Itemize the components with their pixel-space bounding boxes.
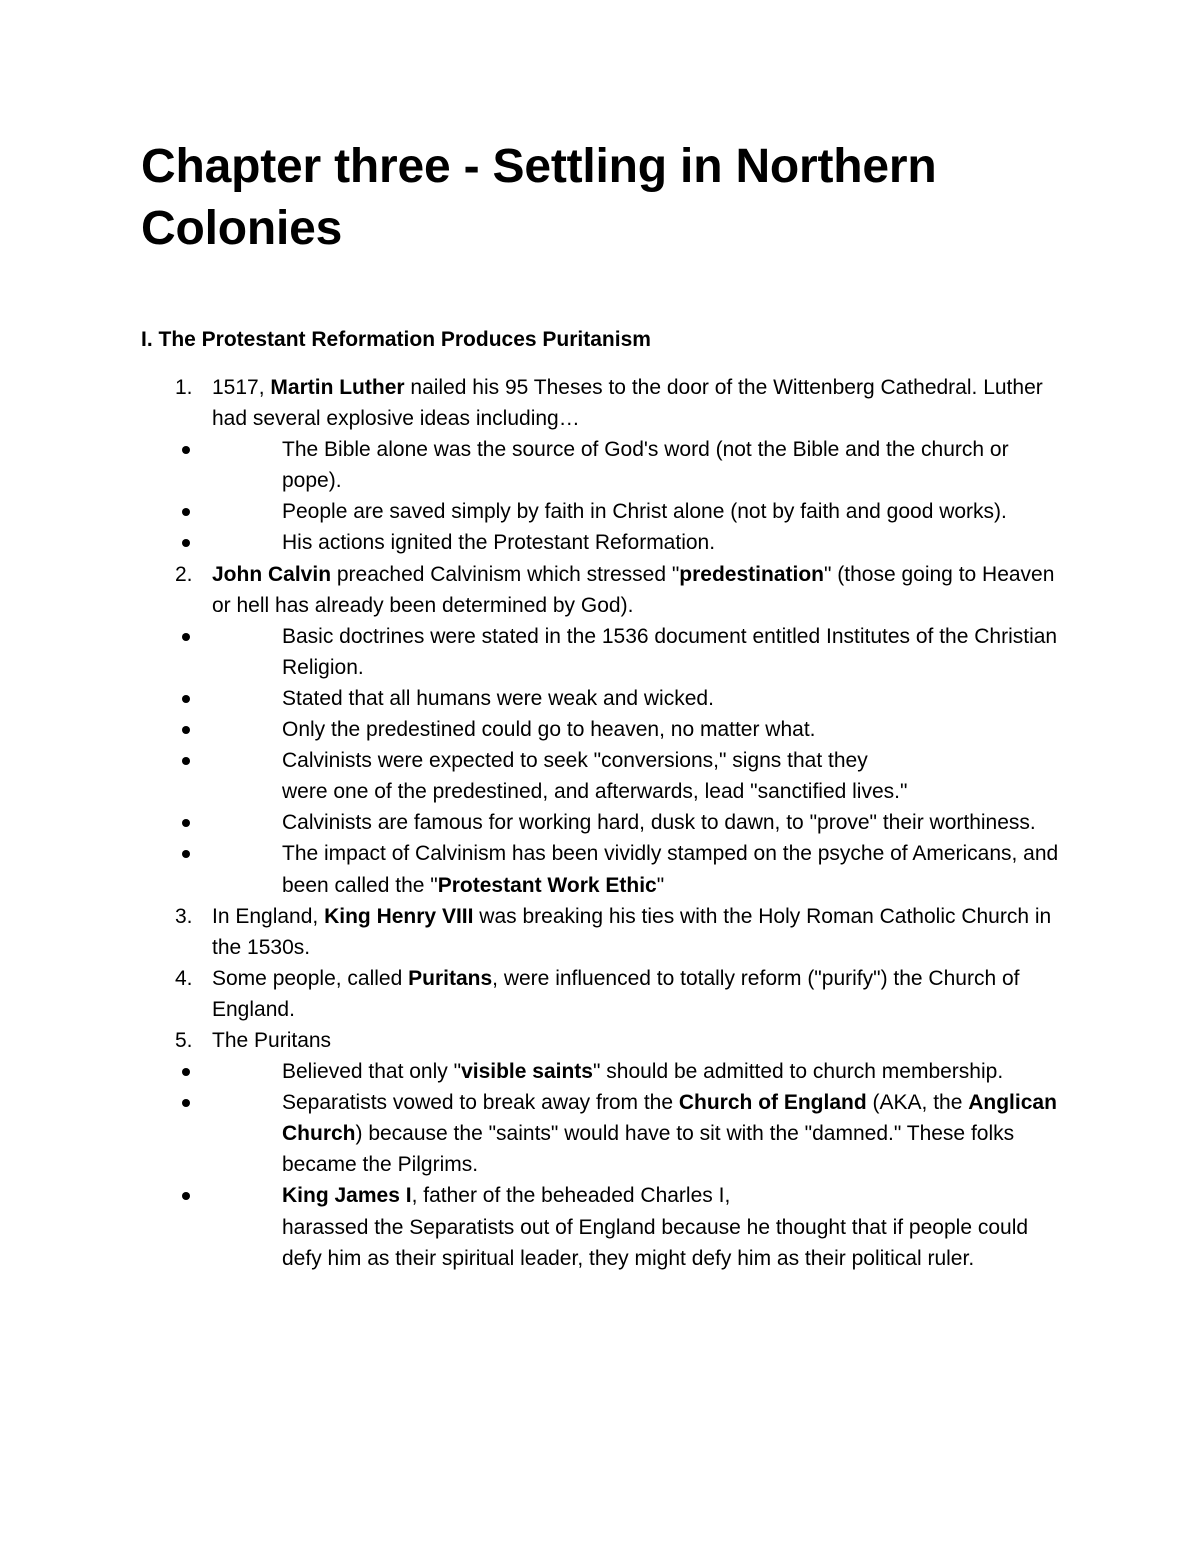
bullet-item (142, 1087, 1061, 1180)
bullet-item (142, 714, 1061, 745)
bullet-text-multi (282, 1087, 1061, 1180)
bullet-text: Believed that only " (282, 1060, 462, 1084)
bullet-list (212, 434, 1061, 558)
bullet-text-multi (282, 1056, 1061, 1087)
list-item (141, 372, 1061, 559)
item-text: The Puritans (212, 1028, 332, 1052)
list-number: 5. (175, 1028, 193, 1052)
bullet-icon (182, 695, 190, 703)
bullet-text: Calvinists are famous for working hard, dusk to dawn, to "prove" their worthiness. (282, 811, 1036, 835)
item-text: , were influenced to totally reform ("purify") the Church of England. (212, 966, 1020, 1021)
bullet-line: harassed the Separatists out of England because he thought that if people could defy him as their spiritual leader, they might defy him as their political ruler. (282, 1215, 1029, 1270)
bullet-text-multi (282, 745, 1061, 807)
bullet-text: " should be admitted to church membership. (592, 1060, 1004, 1084)
document-page (141, 136, 1061, 1274)
bullet-icon (182, 539, 190, 547)
bullet-icon (182, 850, 190, 858)
item-text: " (those going to Heaven or hell has already been determined by God). (212, 562, 1055, 617)
bullet-text: " (656, 873, 665, 897)
bullet-line: were one of the predestined, and afterwards, lead "sanctified lives." (282, 780, 908, 804)
bullet-text: His actions ignited the Protestant Reformation. (282, 531, 716, 555)
bullet-text: People are saved simply by faith in Christ alone (not by faith and good works). (282, 500, 1007, 524)
item-text: 1517, (212, 376, 271, 399)
list-number: 2. (175, 562, 193, 586)
bullet-list (212, 1056, 1061, 1274)
bullet-text: Stated that all humans were weak and wicked. (282, 686, 714, 710)
bullet-item (142, 683, 1061, 714)
section-heading: I. The Protestant Reformation Produces Puritanism (141, 328, 651, 351)
item-text: In England, (212, 904, 325, 928)
item-text: Some people, called (212, 966, 409, 990)
bullet-bold: King James I (282, 1184, 412, 1208)
bullet-item (142, 838, 1061, 900)
bullet-text: , father of the beheaded Charles I, (411, 1184, 731, 1208)
bullet-item (142, 496, 1061, 527)
bullet-line: Calvinists were expected to seek "conversions," signs that they (282, 749, 868, 773)
bullet-icon (182, 819, 190, 827)
item-bold: Martin Luther (270, 376, 405, 399)
bullet-icon (182, 633, 190, 641)
bullet-text: Separatists vowed to break away from the (282, 1091, 679, 1115)
bullet-icon (182, 1099, 190, 1107)
item-text: nailed his 95 Theses to the door of the Wittenberg Cathedral. Luther had several explosive ideas including… (212, 376, 1043, 431)
bullet-text: Only the predestined could go to heaven, no matter what. (282, 718, 816, 742)
bullet-icon (182, 446, 190, 454)
list-number: 1. (175, 376, 193, 399)
bullet-item (142, 621, 1061, 683)
list-number: 4. (175, 966, 193, 990)
bullet-text: ) because the "saints" would have to sit with the "damned." These folks became the Pilgrims. (282, 1122, 1015, 1177)
list-number: 3. (175, 904, 193, 928)
bullet-bold: Anglican Church (282, 1091, 1057, 1146)
bullet-icon (182, 1068, 190, 1076)
bullet-bold: Protestant Work Ethic (437, 873, 657, 897)
bullet-item (142, 745, 1061, 807)
bullet-icon (182, 1192, 190, 1200)
bullet-list (212, 621, 1061, 901)
bullet-icon (182, 757, 190, 765)
list-item (141, 559, 1061, 901)
bullet-item (142, 1180, 1061, 1273)
bullet-bold: Church of England (678, 1091, 867, 1115)
numbered-list (141, 372, 1061, 1274)
bullet-bold: visible saints (461, 1060, 593, 1084)
bullet-text: The impact of Calvinism has been vividly stamped on the psyche of Americans, and been called the " (282, 842, 1059, 897)
item-text: was breaking his ties with the Holy Roman Catholic Church in the 1530s. (212, 904, 1052, 959)
item-bold: King Henry VIII (324, 904, 474, 928)
item-text: preached Calvinism which stressed " (331, 562, 680, 586)
bullet-item (142, 1056, 1061, 1087)
bullet-icon (182, 726, 190, 734)
bullet-icon (182, 508, 190, 516)
bullet-text: The Bible alone was the source of God's word (not the Bible and the church or pope). (282, 438, 1009, 493)
bullet-text: (AKA, the (866, 1091, 969, 1115)
list-item (141, 901, 1061, 963)
bullet-item (142, 527, 1061, 558)
bullet-text-multi (282, 1180, 1061, 1273)
bullet-item (142, 807, 1061, 838)
item-bold: predestination (679, 562, 824, 586)
bullet-line (282, 1180, 1061, 1211)
bullet-item (142, 434, 1061, 496)
list-item (141, 963, 1061, 1025)
list-item (141, 1025, 1061, 1274)
bullet-text-multi (282, 838, 1061, 900)
bullet-text: Basic doctrines were stated in the 1536 document entitled Institutes of the Christian Religion. (282, 624, 1058, 679)
item-bold: Puritans (408, 966, 493, 990)
item-bold: John Calvin (212, 562, 332, 586)
page-title: Chapter three - Settling in Northern Colonies (141, 140, 937, 255)
